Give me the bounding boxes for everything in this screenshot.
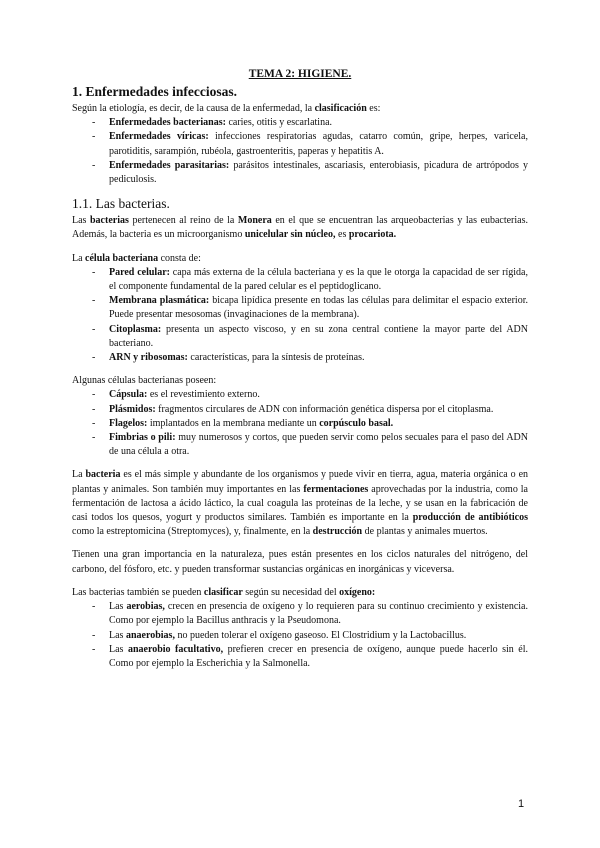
list-item: - Plásmidos: fragmentos circulares de ADN con información genética dispersa por el citoplasma. — [92, 403, 528, 417]
list-item: - Membrana plasmática: bicapa lipídica presente en todas las células para delimitar el espacio exterior. Puede presentar mesosomas (invaginaciones de la membrana). — [92, 294, 528, 322]
list-item: - Cápsula: es el revestimiento externo. — [92, 388, 528, 402]
page-number: 1 — [518, 798, 525, 810]
oxygen-list — [72, 600, 528, 671]
list-item: - ARN y ribosomas: características, para la síntesis de proteínas. — [92, 351, 528, 365]
section-heading: 1. Enfermedades infecciosas. — [72, 84, 237, 99]
paragraph: Las bacterias pertenecen al reino de la Monera en el que se encuentran las arqueobacterias y las eubacterias. Además, la bacteria es un microorganismo unicelular sin núcleo, es procariota. — [72, 215, 528, 241]
list-item: - Citoplasma: presenta un aspecto viscoso, y en su zona central contiene la mayor parte del ADN bacteriano. — [92, 323, 528, 351]
list-item: - Flagelos: implantados en la membrana mediante un corpúsculo basal. — [92, 417, 528, 431]
list-item: - Pared celular: capa más externa de la célula bacteriana y es la que le otorga la capacidad de ser rígida, el componente fundamental de la pared celular es el peptidoglicano. — [92, 266, 528, 294]
list-item: - Las aerobias, crecen en presencia de oxígeno y lo requieren para su continuo crecimiento y existencia. Como por ejemplo la Bacillus anthracis y la Pseudomona. — [92, 600, 528, 628]
paragraph: Según la etiología, es decir, de la causa de la enfermedad, la clasificación es: — [72, 103, 381, 114]
paragraph: Algunas células bacterianas poseen: — [72, 375, 217, 387]
document-page — [72, 68, 528, 671]
optional-structures-list — [72, 388, 528, 459]
list-item: - Enfermedades víricas: infecciones respiratorias agudas, catarro común, gripe, herpes, varicela, parotiditis, sarampión, rubéola, gastroenteritis, paperas y hepatitis A. — [92, 130, 528, 158]
paragraph: Las bacterias también se pueden clasificar según su necesidad del oxígeno: — [72, 586, 376, 598]
disease-list — [72, 116, 528, 187]
list-item: - Enfermedades parasitarias: parásitos intestinales, ascariasis, enterobiasis, picadura de artrópodos y pediculosis. — [92, 159, 528, 187]
list-item: - Enfermedades bacterianas: caries, otitis y escarlatina. — [92, 116, 528, 130]
page-title: TEMA 2: HIGIENE. — [248, 68, 352, 80]
subsection-heading: 1.1. Las bacterias. — [72, 196, 170, 212]
list-item: - Las anaerobio facultativo, prefieren crecer en presencia de oxígeno, aunque puede hacerlo sin él. Como por ejemplo la Escherichia y la Salmonella. — [92, 643, 528, 671]
paragraph: La bacteria es el más simple y abundante de los organismos y puede vivir en tierra, agua, materia orgánica o en plantas y animales. Son también muy importantes en las fermentaciones aprovechadas por la industria, como la fermentación de lactosa a ácido láctico, la cual coagula las proteínas de la leche, y se usan en la fabricación de casi todos los quesos, yogurt y productos similares. También es importante en la producción de antibióticos como la estreptomicina (Streptomyces), y, finalmente, en la destrucción de plantas y animales muertos. — [72, 469, 529, 538]
paragraph: La célula bacteriana consta de: — [72, 252, 201, 264]
paragraph: Tienen una gran importancia en la naturaleza, pues están presentes en los ciclos naturales del nitrógeno, del carbono, del fósforo, etc. y pueden transformar sustancias orgánicas en inorgánicas y viceversa. — [72, 549, 528, 575]
list-item: - Fimbrias o pili: muy numerosos y cortos, que pueden servir como pelos secuales para el paso del ADN de una célula a otra. — [92, 431, 528, 459]
cell-parts-list — [72, 266, 528, 365]
list-item: - Las anaerobias, no pueden tolerar el oxígeno gaseoso. El Clostridium y la Lactobacillus. — [92, 629, 528, 643]
